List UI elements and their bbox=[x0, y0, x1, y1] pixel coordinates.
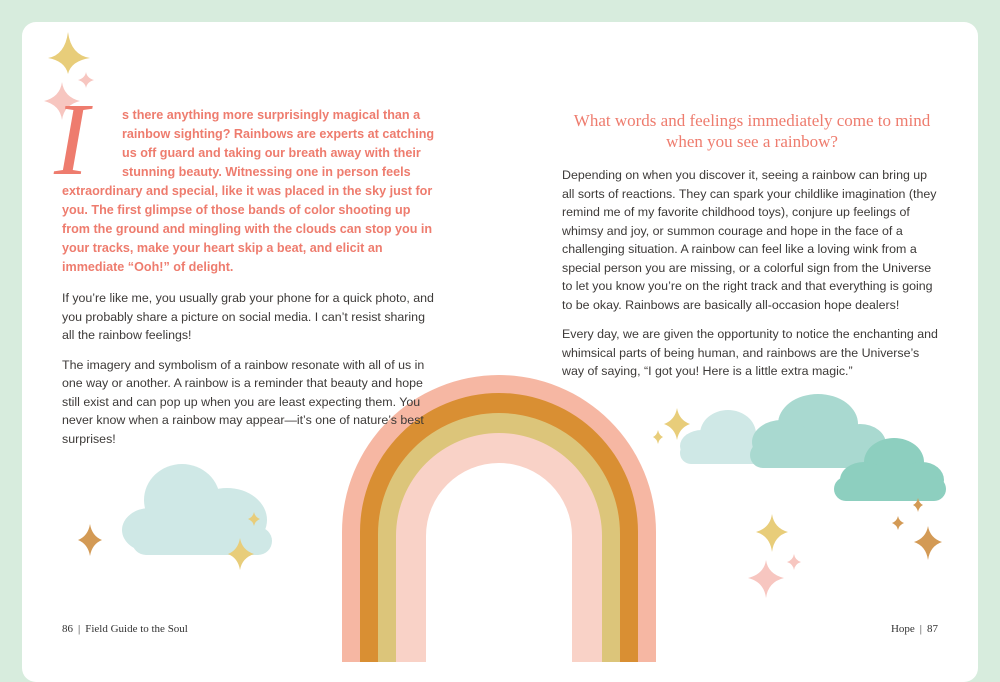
right-page-footer bbox=[891, 623, 938, 635]
page-number: 86 bbox=[62, 623, 73, 635]
body-paragraph: Every day, we are given the opportunity to notice the enchanting and whimsical parts of being human, and rainbows are the Universe’s way of saying, “I got you! Here is a little extra magic.” bbox=[562, 327, 938, 378]
cloud-icon bbox=[122, 464, 272, 555]
body-paragraph: If you’re like me, you usually grab your phone for a quick photo, and you probably share a picture on social media. I can’t resist sharing all the rainbow feelings! bbox=[62, 291, 434, 342]
left-page-footer bbox=[62, 623, 188, 635]
chapter-title: Hope bbox=[890, 623, 915, 635]
drop-cap: I bbox=[54, 82, 89, 197]
right-page-column bbox=[562, 110, 942, 392]
folio-separator: | bbox=[78, 623, 81, 635]
body-paragraph: The imagery and symbolism of a rainbow resonate with all of us in one way or another. A rainbow is a reminder that beauty and hope still exist and can pop up when you are least expecting them. You never know when a rainbow may appear—it’s one of nature’s best surprises! bbox=[62, 357, 425, 446]
intro-paragraph bbox=[54, 82, 440, 277]
body-paragraph: Depending on when you discover it, seeing a rainbow can bring up all sorts of reactions. They can spark your childlike imagination (they remind me of my favorite childhood toys), conjure up feelings of whimsy and joy, or summon courage and hope in the face of a challenging situation. A rainbow can feel like a loving wink from a special person you are missing, or a colorful sign from the Universe to let you know you’re on the right track and that everything is going to be okay. Rainbows are basically all-occasion hope dealers! bbox=[562, 168, 937, 312]
book-title: Field Guide to the Soul bbox=[85, 623, 188, 635]
folio-separator: | bbox=[919, 623, 922, 635]
intro-text: s there anything more surprisingly magical than a rainbow sighting? Rainbows are experts at catching us off guard and taking our breath away with their stunning beauty. Witnessing one in person feels extraordinary and special, like it was placed in the sky just for you. The first glimpse of those bands of color shooting up from the ground and mingling with the clouds can stop you in your tracks, make your heart skip a beat, and elicit an immediate “Ooh!” of delight. bbox=[62, 108, 435, 274]
page-number: 87 bbox=[927, 623, 938, 635]
left-page-column bbox=[54, 82, 440, 459]
section-heading: What words and feelings immediately come to mind when you see a rainbow? bbox=[573, 111, 931, 151]
book-spread bbox=[22, 22, 978, 682]
